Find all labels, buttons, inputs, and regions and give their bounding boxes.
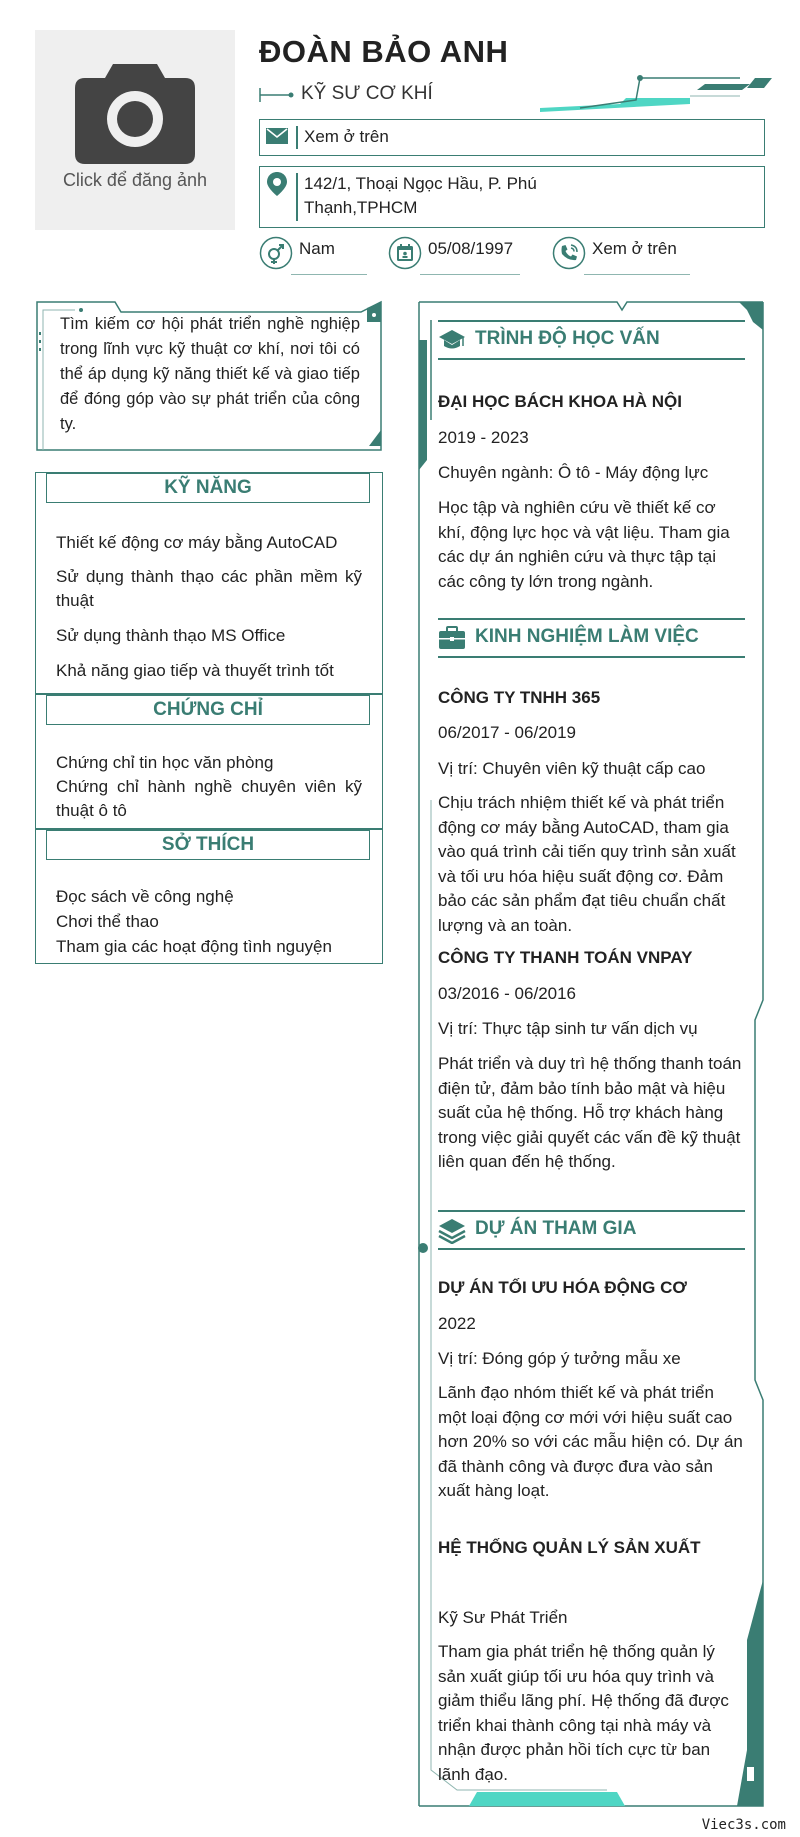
skill-item: Sử dụng thành thạo MS Office — [56, 626, 286, 645]
header-top-line — [438, 618, 745, 620]
education-header — [438, 320, 745, 360]
education-title: TRÌNH ĐỘ HỌC VẤN — [475, 328, 660, 349]
project-year: 2022 — [438, 1314, 476, 1333]
header-bottom-line — [438, 1248, 745, 1250]
birthday-text: 05/08/1997 — [428, 239, 514, 258]
header-bottom-line — [438, 656, 745, 658]
education-major: Chuyên ngành: Ô tô - Máy động lực — [438, 463, 709, 482]
phone-underline — [584, 274, 690, 275]
header-bottom-line — [438, 358, 745, 360]
certificate-item: Chứng chỉ hành nghề chuyên viên kỹ thuật ô tô — [56, 777, 362, 820]
hobby-item: Chơi thể thao — [56, 912, 159, 931]
email-text: Xem ở trên — [304, 127, 389, 146]
job-description: Phát triển và duy trì hệ thống thanh toán điện tử, đảm bảo tính bảo mật và hiệu suất của hệ thống. Hỗ trợ khách hàng trong việc giải quyết các vấn đề kỹ thuật liên quan đến hệ thống. — [438, 1054, 742, 1171]
phone-icon — [552, 236, 586, 270]
experience-title: KINH NGHIỆM LÀM VIỆC — [475, 626, 699, 647]
education-description: Học tập và nghiên cứu về thiết kế cơ khí, động lực học và vật liệu. Tham gia các dự án nghiên cứu và thực tập tại các công ty lớn trong ngành. — [438, 498, 730, 591]
skill-item: Khả năng giao tiếp và thuyết trình tốt — [56, 661, 334, 680]
project-role: Vị trí: Đóng góp ý tưởng mẫu xe — [438, 1349, 681, 1368]
phone-text: Xem ở trên — [592, 239, 677, 258]
header-decoration — [540, 74, 772, 114]
hobby-item: Tham gia các hoạt động tình nguyện — [56, 937, 332, 956]
gender-item[interactable] — [259, 236, 389, 276]
job-position: Vị trí: Chuyên viên kỹ thuật cấp cao — [438, 759, 706, 778]
email-field[interactable] — [259, 119, 765, 156]
camera-icon — [75, 58, 195, 164]
company-name: CÔNG TY TNHH 365 — [438, 688, 601, 707]
certificate-item: Chứng chỉ tin học văn phòng — [56, 753, 274, 772]
project-role: Kỹ Sư Phát Triển — [438, 1608, 568, 1627]
watermark: Viec3s.com — [701, 1817, 786, 1833]
candidate-name: ĐOÀN BẢO ANH — [259, 34, 509, 69]
experience-header — [438, 618, 745, 658]
job-period: 06/2017 - 06/2019 — [438, 723, 577, 742]
header-top-line — [438, 1210, 745, 1212]
email-icon — [266, 128, 288, 144]
certificates-title: CHỨNG CHỈ — [46, 695, 370, 725]
project-description: Lãnh đạo nhóm thiết kế và phát triển một loại động cơ mới với hiệu suất cao hơn 20% so với các mẫu hiện có. Dự án đã thành công và được đưa vào sản xuất hàng loạt. — [438, 1383, 743, 1500]
address-separator — [296, 173, 298, 221]
project-name: DỰ ÁN TỐI ƯU HÓA ĐỘNG CƠ — [438, 1278, 687, 1297]
project-description: Tham gia phát triển hệ thống quản lý sản xuất giúp tối ưu hóa quy trình và giảm thiểu lãng phí. Hệ thống đã được triển khai thành công tại nhà máy và nhận được phản hồi tích cực từ ban lãnh đạo. — [438, 1642, 729, 1784]
education-period: 2019 - 2023 — [438, 428, 529, 447]
hobbies-title: SỞ THÍCH — [46, 830, 370, 860]
projects-header — [438, 1210, 745, 1250]
company-name: CÔNG TY THANH TOÁN VNPAY — [438, 948, 693, 967]
job-period: 03/2016 - 06/2016 — [438, 984, 577, 1003]
phone-item[interactable] — [552, 236, 692, 276]
skills-title: KỸ NĂNG — [46, 473, 370, 503]
projects-title: DỰ ÁN THAM GIA — [475, 1218, 637, 1239]
gender-underline — [291, 274, 367, 275]
hobby-item: Đọc sách về công nghệ — [56, 887, 234, 906]
job-position: Vị trí: Thực tập sinh tư vấn dịch vụ — [438, 1019, 698, 1038]
job-title: KỸ SƯ CƠ KHÍ — [301, 83, 433, 104]
school-name: ĐẠI HỌC BÁCH KHOA HÀ NỘI — [438, 392, 682, 411]
calendar-icon — [388, 236, 422, 270]
birthday-item[interactable] — [388, 236, 528, 276]
skill-item: Sử dụng thành thạo các phần mềm kỹ thuật — [56, 567, 362, 610]
birthday-underline — [420, 274, 520, 275]
right-main-panel — [417, 300, 765, 1808]
layers-icon — [438, 1218, 466, 1244]
project-name: HỆ THỐNG QUẢN LÝ SẢN XUẤT — [438, 1538, 701, 1557]
avatar-upload[interactable] — [35, 30, 235, 230]
address-text: 142/1, Thoại Ngọc Hầu, P. Phú Thạnh,TPHCM — [304, 174, 537, 217]
left-info-panel — [35, 472, 383, 964]
objective-section — [35, 300, 383, 452]
location-icon — [266, 172, 288, 198]
gender-icon — [259, 236, 293, 270]
photo-caption: Click để đăng ảnh — [62, 170, 208, 190]
graduation-cap-icon — [438, 328, 466, 352]
address-field[interactable] — [259, 166, 765, 228]
email-separator — [296, 126, 298, 149]
objective-text: Tìm kiếm cơ hội phát triển nghề nghiệp trong lĩnh vực kỹ thuật cơ khí, nơi tôi có thể áp dụng kỹ năng thiết kế và giao tiếp để đóng góp vào sự phát triển của công ty. — [60, 315, 360, 433]
briefcase-icon — [438, 626, 466, 650]
job-description: Chịu trách nhiệm thiết kế và phát triển động cơ máy bằng AutoCAD, tham gia vào quá trình cải tiến quy trình sản xuất và tối ưu hóa hiệu suất động cơ. Đảm bảo các sản phẩm đạt tiêu chuẩn chất lượng và an toàn. — [438, 793, 736, 935]
header-top-line — [438, 320, 745, 322]
skill-item: Thiết kế động cơ máy bằng AutoCAD — [56, 533, 338, 552]
gender-text: Nam — [299, 239, 335, 258]
title-line-decoration — [259, 86, 295, 104]
